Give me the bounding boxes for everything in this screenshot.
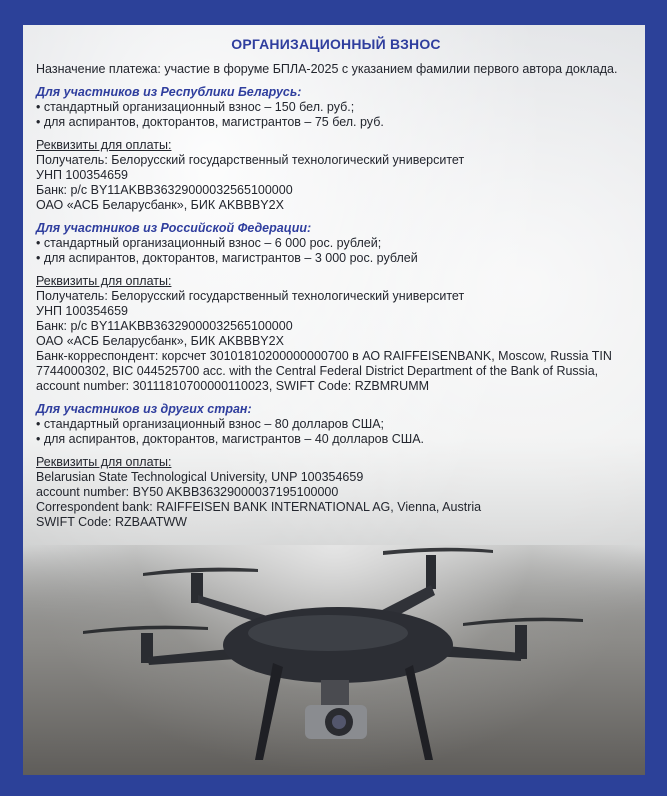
drone-illustration — [23, 545, 645, 775]
page-title: ОРГАНИЗАЦИОННЫЙ ВЗНОС — [231, 36, 441, 52]
other-req-line: Belarusian State Technological University, UNP 100354659 — [36, 470, 364, 484]
russia-requisites — [36, 274, 636, 394]
belarus-requisites — [36, 138, 636, 213]
other-section — [36, 402, 636, 447]
other-heading: Для участников из других стран: — [36, 402, 252, 416]
russia-req-line: ОАО «АСБ Беларусбанк», БИК AKBBBY2X — [36, 334, 284, 348]
belarus-req-heading: Реквизиты для оплаты: — [36, 138, 172, 152]
russia-heading: Для участников из Российской Федерации: — [36, 221, 312, 235]
other-req-line: account number: BY50 AKBB36329000037195100000 — [36, 485, 339, 499]
other-req-line: SWIFT Code: RZBAATWW — [36, 515, 187, 529]
other-requisites — [36, 455, 636, 530]
other-req-line: Correspondent bank: RAIFFEISEN BANK INTERNATIONAL AG, Vienna, Austria — [36, 500, 482, 514]
belarus-fee-students: • для аспирантов, докторантов, магистрантов – 75 бел. руб. — [36, 115, 384, 129]
russia-correspondent-bank: Банк-корреспондент: корсчет 30101810200000000700 в АО RAIFFEISENBANK, Moscow, Russia TIN 7744000302, BIC 044525700 acc. with the Central Federal District Department of the Bank of Russia, account number: 30111810700000110023, SWIFT Code: RZBMRUMM — [36, 349, 612, 393]
russia-req-line: Банк: р/с BY11AKBB36329000032565100000 — [36, 319, 293, 333]
belarus-req-line: Получатель: Белорусский государственный технологический университет — [36, 153, 465, 167]
content-panel — [23, 25, 645, 775]
other-fee-standard: • стандартный организационный взнос – 80 долларов США; — [36, 417, 385, 431]
russia-req-line: Получатель: Белорусский государственный технологический университет — [36, 289, 465, 303]
other-req-heading: Реквизиты для оплаты: — [36, 455, 172, 469]
russia-fee-standard: • стандартный организационный взнос – 6 000 рос. рублей; — [36, 236, 382, 250]
belarus-heading: Для участников из Республики Беларусь: — [36, 85, 302, 99]
belarus-req-line: ОАО «АСБ Беларусбанк», БИК AKBBBY2X — [36, 198, 284, 212]
russia-req-heading: Реквизиты для оплаты: — [36, 274, 172, 288]
russia-fee-students: • для аспирантов, докторантов, магистрантов – 3 000 рос. рублей — [36, 251, 418, 265]
belarus-req-line: Банк: р/с BY11AKBB36329000032565100000 — [36, 183, 293, 197]
payment-purpose: Назначение платежа: участие в форуме БПЛА-2025 с указанием фамилии первого автора доклада. — [36, 62, 618, 76]
fee-info — [36, 35, 636, 538]
belarus-req-line: УНП 100354659 — [36, 168, 128, 182]
belarus-section — [36, 85, 636, 130]
russia-section — [36, 221, 636, 266]
russia-req-line: УНП 100354659 — [36, 304, 128, 318]
belarus-fee-standard: • стандартный организационный взнос – 150 бел. руб.; — [36, 100, 355, 114]
other-fee-students: • для аспирантов, докторантов, магистрантов – 40 долларов США. — [36, 432, 425, 446]
